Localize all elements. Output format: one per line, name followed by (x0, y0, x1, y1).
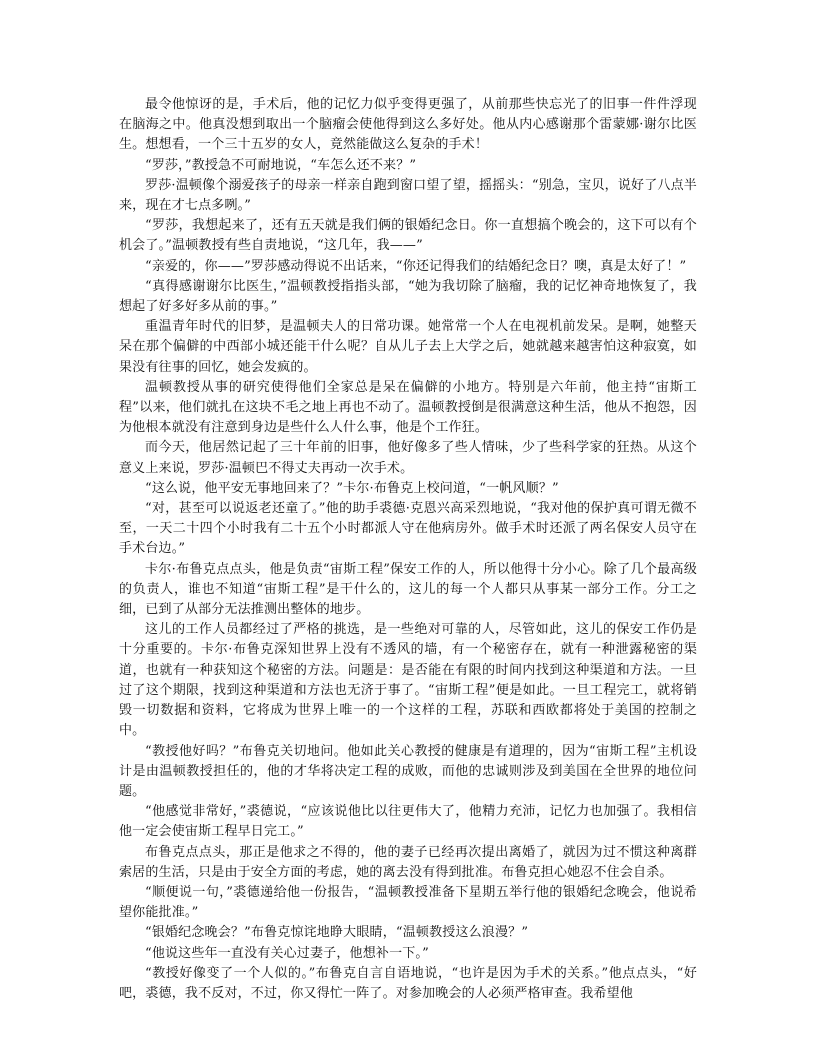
paragraph: “他说这些年一直没有关心过妻子，他想补一下。” (145, 945, 429, 961)
paragraph: “真得感谢谢尔比医生，”温顿教授指指头部，“她为我切除了脑瘤，我的记忆神奇地恢复了，我想起了好多好多从前的事。” (119, 278, 697, 315)
paragraph: “顺便说一句，”裘德递给他一份报告，“温顿教授准备下星期五举行他的银婚纪念晚会，他说希望你能批准。” (119, 884, 697, 921)
paragraph: “教授好像变了一个人似的。”布鲁克自言自语地说，“也许是因为手术的关系。”他点点头，“好吧，裘德，我不反对，不过，你又得忙一阵了。对参加晚会的人必须严格审查。我希望他 (119, 965, 697, 1001)
paragraph: 卡尔·布鲁克点点头，他是负责“宙斯工程”保安工作的人，所以他得十分小心。除了几个最高级的负责人，谁也不知道“宙斯工程”是干什么的，这儿的每一个人都只从事某一部分工作。分工之细，已到了从部分无法推测出整体的地步。 (119, 561, 697, 618)
paragraph: “亲爱的，你——”罗莎感动得说不出话来，“你还记得我们的结婚纪念日？噢，真是太好了！” (145, 258, 687, 274)
paragraph: 重温青年时代的旧梦，是温顿夫人的日常功课。她常常一个人在电视机前发呆。是啊，她整天呆在那个偏僻的中西部小城还能干什么呢？自从儿子去上大学之后，她就越来越害怕这种寂寞，如果没有往事的回忆，她会发疯的。 (119, 319, 697, 375)
paragraph: 温顿教授从事的研究使得他们全家总是呆在偏僻的小地方。特别是六年前，他主持“宙斯工程”以来，他们就扎在这块不毛之地上再也不动了。温顿教授倒是很满意这种生活，他从不抱怨，因为他根本就没有注意到身边是些什么人什么事，他是个工作狂。 (119, 379, 697, 436)
paragraph: “对，甚至可以说返老还童了。”他的助手裘德·克恩兴高采烈地说，“我对他的保护真可谓无微不至，一天二十四个小时我有二十五个小时都派人守在他病房外。做手术时还派了两名保安人员守在手术台边。” (119, 501, 697, 557)
paragraph: 最令他惊讶的是，手术后，他的记忆力似乎变得更强了，从前那些快忘光了的旧事一件件浮现在脑海之中。他真没想到取出一个脑瘤会使他得到这么多好处。他从内心感谢那个雷蒙娜·谢尔比医生。想想看，一个三十五岁的女人，竟然能做这么复杂的手术！ (119, 97, 697, 153)
paragraph: “教授他好吗？”布鲁克关切地问。他如此关心教授的健康是有道理的，因为“宙斯工程”主机设计是由温顿教授担任的，他的才华将决定工程的成败，而他的忠诚则涉及到美国在全世界的地位问题。 (119, 743, 697, 799)
paragraph: 这儿的工作人员都经过了严格的挑选，是一些绝对可靠的人，尽管如此，这儿的保安工作仍是十分重要的。卡尔·布鲁克深知世界上没有不透风的墙，有一个秘密存在，就有一种泄露秘密的渠道，也就有一种获知这个秘密的方法。问题是：是否能在有限的时间内找到这种渠道和方法。一旦过了这个期限，找到这种渠道和方法也无济于事了。“宙斯工程”便是如此。一旦工程完工，就将销毁一切数据和资料，它将成为世界上唯一的一个这样的工程，苏联和西欧都将处于美国的控制之中。 (119, 622, 697, 739)
paragraph: 而今天，他居然记起了三十年前的旧事，他好像多了些人情味，少了些科学家的狂热。从这个意义上来说，罗莎·温顿巴不得丈夫再动一次手术。 (119, 440, 697, 476)
document-page (119, 95, 697, 1047)
paragraph: 布鲁克点点头，那正是他求之不得的，他的妻子已经再次提出离婚了，就因为过不惯这种离群索居的生活，只是由于安全方面的考虑，她的离去没有得到批准。布鲁克担心她忍不住会自杀。 (119, 844, 697, 880)
paragraph: “他感觉非常好，”裘德说，“应该说他比以往更伟大了，他精力充沛，记忆力也加强了。我相信他一定会使宙斯工程早日完工。” (119, 804, 697, 840)
paragraph: 罗莎·温顿像个溺爱孩子的母亲一样亲自跑到窗口望了望，摇摇头：“别急，宝贝，说好了八点半来，现在才七点多咧。” (119, 177, 697, 214)
paragraph: “罗莎，”教授急不可耐地说，“车怎么还不来？” (145, 157, 417, 173)
paragraph: “罗莎，我想起来了，还有五天就是我们俩的银婚纪念日。你一直想搞个晚会的，这下可以有个机会了。”温顿教授有些自责地说，“这几年，我——” (119, 218, 697, 254)
paragraph: “银婚纪念晚会？”布鲁克惊诧地睁大眼睛，“温顿教授这么浪漫？” (145, 925, 529, 941)
paragraph: “这么说，他平安无事地回来了？”卡尔·布鲁克上校问道，“一帆风顺？” (145, 480, 559, 496)
